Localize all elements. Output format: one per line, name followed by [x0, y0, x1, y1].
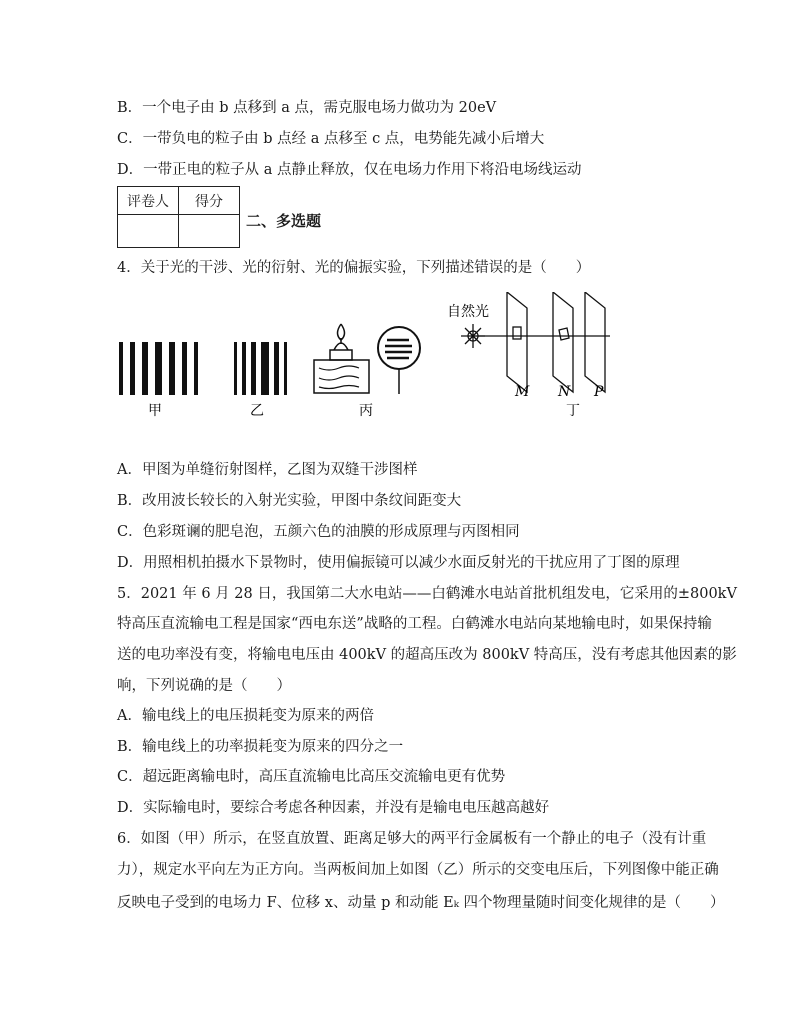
grader-cell[interactable] [118, 215, 179, 248]
q5-stem-line-4: 响，下列说确的是（ ） [117, 678, 291, 694]
fig-yi-pattern [234, 342, 287, 395]
fig-label-bing: 丙 [359, 403, 373, 419]
q5-option-d: D．实际输电时，要综合考虑各种因素，并没有是输电电压越高越好 [117, 800, 550, 816]
score-cell[interactable] [179, 215, 240, 248]
fig-bing-apparatus [314, 324, 420, 394]
grader-header: 评卷人 [118, 187, 179, 215]
q4-option-b: B．改用波长较长的入射光实验，甲图中条纹间距变大 [117, 493, 462, 509]
fig-label-ding: 丁 [566, 403, 580, 419]
plate-label-p: P [594, 384, 604, 400]
q6-stem-line-1: 6．如图（甲）所示，在竖直放置、距离足够大的两平行金属板有一个静止的电子（没有计重 [117, 831, 707, 847]
natural-light-label: 自然光 [447, 304, 489, 320]
score-header: 得分 [179, 187, 240, 215]
q6-stem-line-2: 力），规定水平向左为正方向。当两板间加上如图（乙）所示的交变电压后，下列图像中能正确 [117, 862, 719, 878]
q4-figure [110, 292, 630, 430]
section-title: 二、多选题 [246, 212, 322, 230]
q4-stem: 4．关于光的干涉、光的衍射、光的偏振实验，下列描述错误的是（ ） [117, 260, 591, 276]
prev-option-b: B．一个电子由 b 点移到 a 点，需克服电场力做功为 20eV [117, 100, 497, 116]
q5-stem-line-3: 送的电功率没有变，将输电电压由 400kV 的超高压改为 800kV 特高压，没有考虑其他因素的影 [117, 647, 737, 663]
prev-option-c: C．一带负电的粒子由 b 点经 a 点移至 c 点，电势能先减小后增大 [117, 131, 545, 147]
plate-label-n: N [558, 384, 571, 400]
prev-option-d: D．一带正电的粒子从 a 点静止释放，仅在电场力作用下将沿电场线运动 [117, 162, 582, 178]
fig-label-jia: 甲 [148, 403, 162, 419]
q5-option-c: C．超远距离输电时，高压直流输电比高压交流输电更有优势 [117, 769, 506, 785]
q4-option-d: D．用照相机拍摄水下景物时，使用偏振镜可以减少水面反射光的干扰应用了丁图的原理 [117, 555, 680, 571]
fig-label-yi: 乙 [250, 403, 264, 419]
plate-label-m: M [515, 384, 530, 400]
q5-option-a: A．输电线上的电压损耗变为原来的两倍 [117, 708, 374, 724]
fig-jia-pattern [119, 342, 198, 395]
score-table [117, 186, 240, 248]
q6-stem-line-3: 反映电子受到的电场力 F、位移 x、动量 p 和动能 Eₖ 四个物理量随时间变化规律的是（ ） [117, 895, 725, 911]
q4-option-a: A．甲图为单缝衍射图样，乙图为双缝干涉图样 [117, 462, 418, 478]
q5-stem-line-2: 特高压直流输电工程是国家“西电东送”战略的工程。白鹤滩水电站向某地输电时，如果保持输 [117, 616, 712, 632]
q4-option-c: C．色彩斑谰的肥皂泡，五颜六色的油膜的形成原理与丙图相同 [117, 524, 520, 540]
q5-option-b: B．输电线上的功率损耗变为原来的四分之一 [117, 739, 404, 755]
q5-stem-line-1: 5．2021 年 6 月 28 日，我国第二大水电站——白鹤滩水电站首批机组发电，它采用的±800kV [117, 586, 737, 602]
